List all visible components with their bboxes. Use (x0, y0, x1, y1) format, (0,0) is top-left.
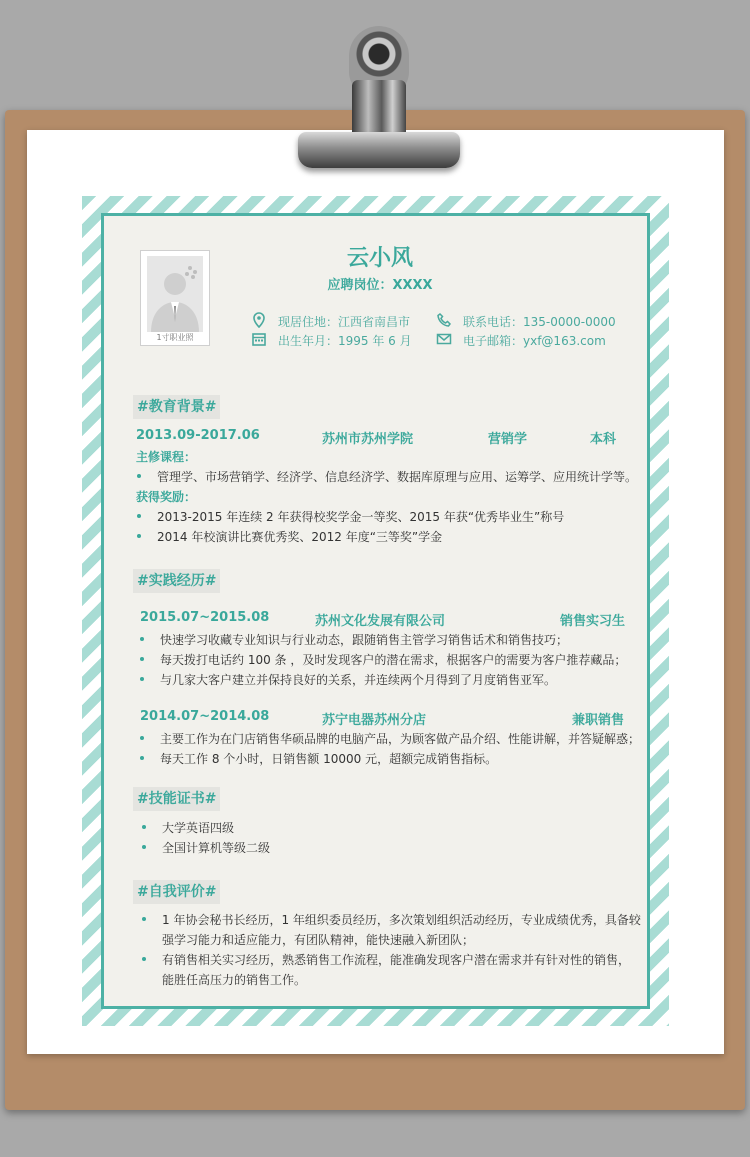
phone-info (463, 313, 616, 330)
self-eval-item-cont: 强学习能力和适应能力，有团队精神，能快速融入新团队； (162, 933, 475, 947)
courses-label: 主修课程： (136, 450, 197, 464)
education-period: 2013.09-2017.06 (136, 428, 260, 443)
job-company: 苏州文化发展有限公司 (315, 614, 446, 629)
job-period: 2014.07~2014.08 (140, 709, 270, 724)
birth-text: 出生年月：1995 年 6 月 (278, 334, 412, 348)
courses-text: 管理学、市场营销学、经济学、信息经济学、数据库原理与应用、运筹学、应用统计学等。 (157, 470, 638, 484)
clip-base (298, 132, 460, 168)
mail-icon (436, 331, 452, 347)
job-role: 兼职销售 (572, 713, 625, 728)
awards-label: 获得奖励： (136, 490, 197, 504)
job-item: 快速学习收藏专业知识与行业动态，跟随销售主管学习销售话术和销售技巧； (160, 633, 569, 647)
education-degree: 本科 (590, 432, 617, 447)
profile-photo (140, 250, 210, 346)
location-pin-icon (251, 312, 267, 328)
skill-item: 全国计算机等级二级 (162, 841, 271, 855)
photo-caption: 1寸职业照 (156, 333, 194, 342)
phone-text: 联系电话：135-0000-0000 (463, 315, 616, 329)
applied-position: 应聘岗位：XXXX (327, 278, 433, 293)
clip-neck (352, 80, 406, 140)
birth-info (278, 332, 412, 349)
self-eval-item: 有销售相关实习经历，熟悉销售工作流程，能准确发现客户潜在需求并有针对性的销售， (162, 953, 631, 967)
education-heading: #教育背景# (133, 395, 220, 419)
skill-item: 大学英语四级 (162, 821, 235, 835)
self-eval-item: 1 年协会秘书长经历，1 年组织委员经历，多次策划组织活动经历，专业成绩优秀，具备较 (162, 913, 641, 927)
candidate-name: 云小风 (346, 246, 413, 271)
job-item: 每天工作 8 个小时，日销售额 10000 元，超额完成销售指标。 (160, 752, 498, 766)
self-eval-heading: #自我评价# (133, 880, 220, 904)
award-item: 2013-2015 年连续 2 年获得校奖学金一等奖、2015 年获“优秀毕业生”称号 (157, 510, 565, 524)
education-school: 苏州市苏州学院 (322, 432, 414, 447)
self-eval-item-cont: 能胜任高压力的销售工作。 (162, 973, 307, 987)
job-item: 主要工作为在门店销售华硕品牌的电脑产品，为顾客做产品介绍、性能讲解，并答疑解惑； (160, 732, 641, 746)
phone-icon (436, 312, 452, 328)
address-info (278, 313, 410, 330)
job-item: 与几家大客户建立并保持良好的关系，并连续两个月得到了月度销售亚军。 (160, 673, 557, 687)
award-item: 2014 年校演讲比赛优秀奖、2012 年度“三等奖”学金 (157, 530, 443, 544)
job-company: 苏宁电器苏州分店 (322, 713, 427, 728)
skills-heading: #技能证书# (133, 787, 220, 811)
avatar (147, 256, 203, 332)
job-period: 2015.07~2015.08 (140, 610, 270, 625)
email-info (463, 332, 606, 349)
address-text: 现居住地：江西省南昌市 (278, 315, 411, 329)
calendar-icon (251, 331, 267, 347)
email-text: 电子邮箱：yxf@163.com (463, 334, 606, 348)
practice-heading: #实践经历# (133, 569, 220, 593)
education-major: 营销学 (488, 432, 528, 447)
person-silhouette-icon (147, 256, 203, 332)
job-role: 销售实习生 (560, 614, 626, 629)
job-item: 每天拨打电话约 100 条 ，及时发现客户的潜在需求，根据客户的需要为客户推荐藏品； (160, 653, 627, 667)
